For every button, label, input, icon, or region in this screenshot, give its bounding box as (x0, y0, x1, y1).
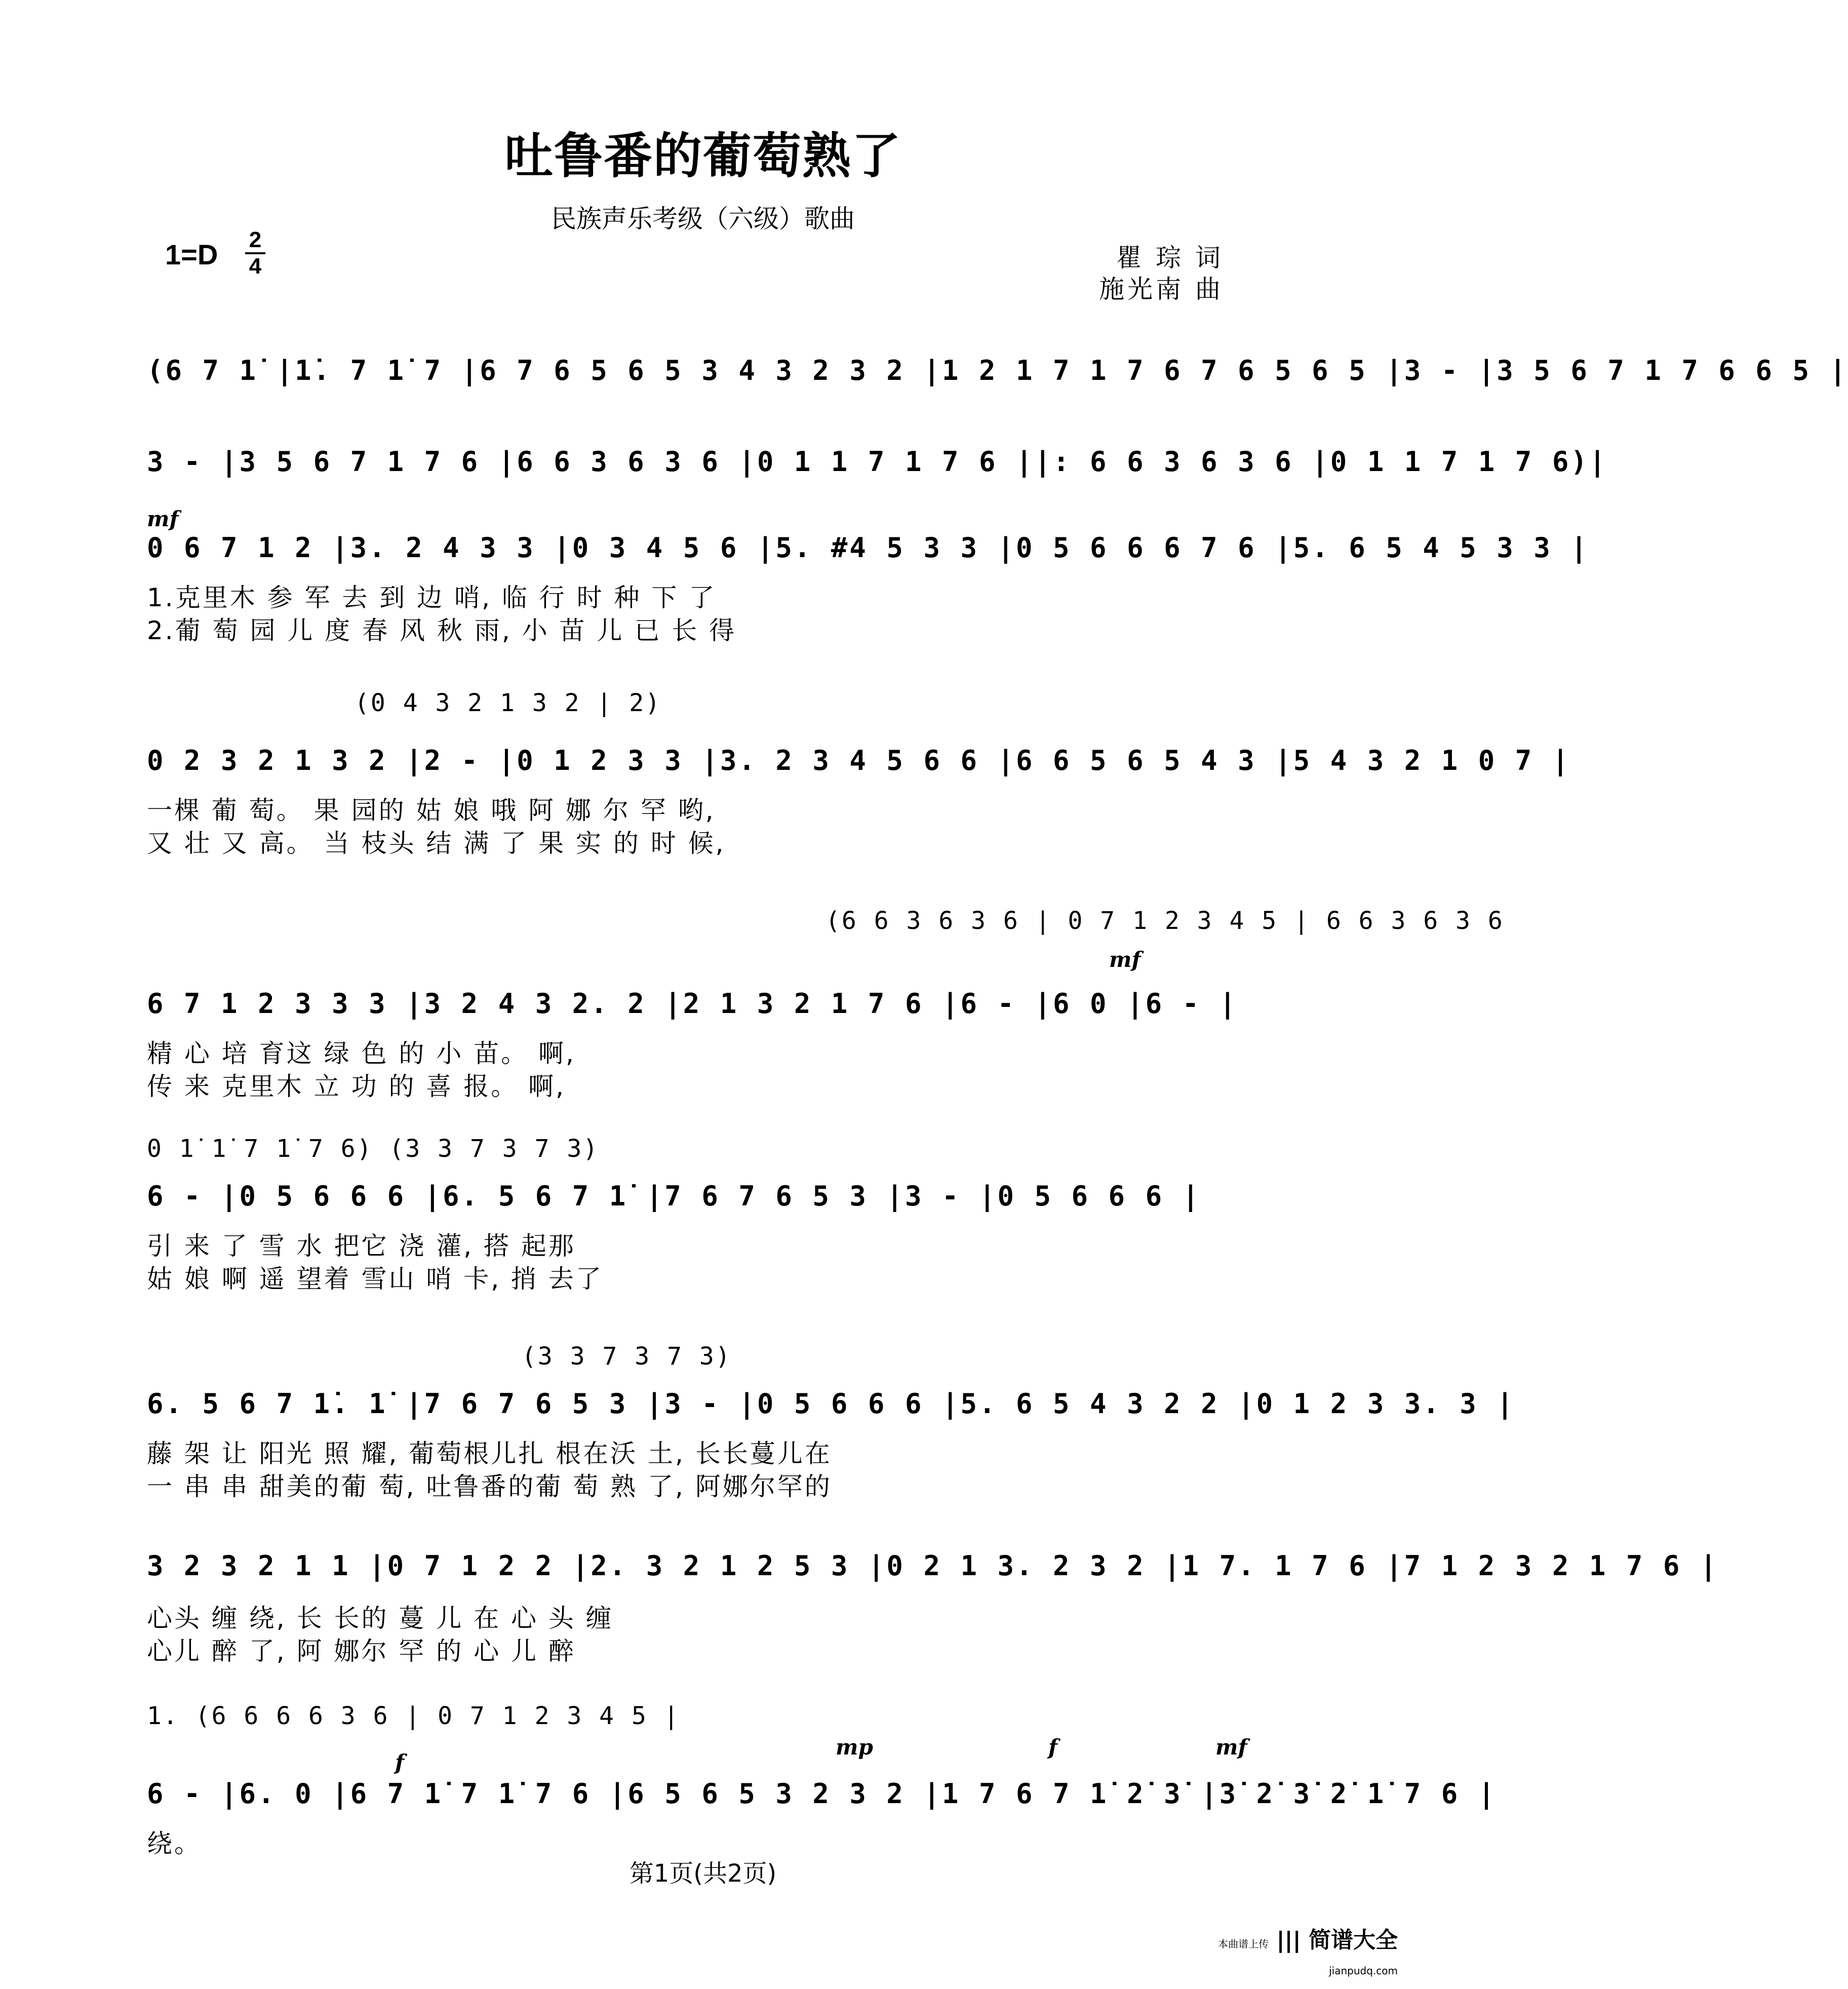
logo-site: jianpudq.com (1329, 1965, 1398, 1977)
interlude-notes: (3 3 7 3 7 3) (522, 1342, 732, 1371)
lyric-verse-1: 一棵 葡 萄。 果 园的 姑 娘 哦 阿 娜 尔 罕 哟, (147, 796, 716, 825)
lyric-verse-2: 传 来 克里木 立 功 的 喜 报。 啊, (147, 1072, 566, 1101)
dynamic-mark-mp: mp (836, 1735, 873, 1760)
notes-line: 6 - |6. 0 |6 7 1̇ 7 1̇ 7 6 |6 5 6 5 3 2 3 2 |1 7 6 7 1̇ 2̇ 3̇ |3̇ 2̇ 3̇ 2̇ 1̇ 7 6 | (147, 1778, 1497, 1810)
interlude-notes: (6 6 3 6 3 6 | 0 7 1 2 3 4 5 | 6 6 3 6 3 6 (825, 907, 1504, 935)
key-signature: 1=D (165, 239, 218, 270)
dynamic-mark: mf (1109, 947, 1141, 972)
song-title: 吐鲁番的葡萄熟了 (504, 127, 901, 184)
interlude-notes: 0 1̇ 1̇ 7 1̇ 7 6) (3 3 7 3 7 3) (147, 1135, 600, 1163)
notes-line: 6 7 1 2 3 3 3 |3 2 4 3 2. 2 |2 1 3 2 1 7 6 |6 - |6 0 |6 - | (147, 988, 1238, 1020)
system-9 (147, 1676, 1497, 1858)
system-5 (147, 907, 1504, 1101)
notes-line: 0 2 3 2 1 3 2 |2 - |0 1 2 3 3 |3. 2 3 4 5 6 6 |6 6 5 6 5 4 3 |5 4 3 2 1 0 7 | (147, 745, 1571, 776)
lyric-verse-2: 2.葡 萄 园 儿 度 春 风 秋 雨, 小 苗 儿 已 长 得 (147, 616, 737, 645)
notes-line: 6. 5 6 7 1̇. 1̇ |7 6 7 6 5 3 |3 - |0 5 6 6 6 |5. 6 5 4 3 2 2 |0 1 2 3 3. 3 | (147, 1388, 1515, 1420)
dynamic-mark-mf: mf (1215, 1735, 1247, 1760)
system-3 (147, 506, 1589, 645)
dynamic-mark-f: f (1048, 1735, 1058, 1760)
site-logo (1218, 1922, 1398, 1980)
lyric-verse-1: 1.克里木 参 军 去 到 边 哨, 临 行 时 种 下 了 (147, 583, 717, 612)
time-bottom: 4 (249, 254, 262, 279)
song-subtitle: 民族声乐考级（六级）歌曲 (551, 204, 855, 233)
page-number: 第1页(共2页) (629, 1859, 777, 1888)
notes-line: (6 7 1̇ |1̇. 7 1̇ 7 |6 7 6 5 6 5 3 4 3 2 3 2 |1 2 1 7 1 7 6 7 6 5 6 5 |3 - |3 5 6 7 1 7 6 6 5 | (147, 355, 1848, 386)
lyric-verse-2: 一 串 串 甜美的葡 萄, 吐鲁番的葡 萄 熟 了, 阿娜尔罕的 (147, 1472, 832, 1501)
system-6 (147, 1124, 1261, 1297)
composer: 施光南 曲 (1099, 275, 1224, 304)
notes-line: 6 - |0 5 6 6 6 |6. 5 6 7 1̇ |7 6 7 6 5 3 |3 - |0 5 6 6 6 | (147, 1180, 1201, 1212)
lyric-verse-1: 绕。 (147, 1829, 202, 1858)
lyric-verse-1: 引 来 了 雪 水 把它 浇 灌, 搭 起那 (147, 1231, 576, 1261)
lyric-verse-2: 心儿 醉 了, 阿 娜尔 罕 的 心 儿 醉 (147, 1636, 576, 1666)
dynamic-mark: mf (147, 506, 179, 531)
lyric-verse-1: 心头 缠 绕, 长 长的 蔓 儿 在 心 头 缠 (147, 1604, 613, 1633)
lyric-verse-2: 姑 娘 啊 遥 望着 雪山 哨 卡, 捎 去了 (147, 1264, 603, 1294)
notes-line: 0 6 7 1 2 |3. 2 4 3 3 |0 3 4 5 6 |5. #4 5 3 3 |0 5 6 6 6 7 6 |5. 6 5 4 5 3 3 | (147, 532, 1589, 564)
lyric-verse-2: 又 壮 又 高。 当 枝头 结 满 了 果 实 的 时 候, (147, 829, 726, 858)
system-4 (147, 689, 1571, 858)
lyricist: 瞿 琮 词 (1116, 243, 1224, 272)
system-2 (147, 425, 1608, 496)
system-8 (147, 1525, 1719, 1666)
dynamic-mark: f (395, 1750, 405, 1775)
time-top: 2 (249, 227, 262, 252)
notes-line: 3 - |3 5 6 7 1 7 6 |6 6 3 6 3 6 |0 1 1 7 1 7 6 ||: 6 6 3 6 3 6 |0 1 1 7 1 7 6)| (147, 446, 1608, 478)
system-7 (147, 1332, 1515, 1504)
lyric-verse-1: 藤 架 让 阳光 照 耀, 葡萄根儿扎 根在沃 土, 长长蔓儿在 (147, 1439, 832, 1468)
logo-name: 简谱大全 (1309, 1927, 1398, 1953)
lyric-verse-1: 精 心 培 育这 绿 色 的 小 苗。 啊, (147, 1039, 576, 1068)
notes-line: 3 2 3 2 1 1 |0 7 1 2 2 |2. 3 2 1 2 5 3 |0 2 1 3. 2 3 2 |1 7. 1 7 6 |7 1 2 3 2 1 7 6 | (147, 1550, 1719, 1582)
interlude-notes: (0 4 3 2 1 3 2 | 2) (355, 689, 662, 717)
first-ending-notes: 1. (6 6 6 6 3 6 | 0 7 1 2 3 4 5 | (147, 1702, 680, 1730)
logo-icon: ||| (1276, 1927, 1301, 1953)
time-signature (245, 229, 265, 278)
credits (1099, 242, 1224, 305)
upload-note: 本曲谱上传 (1218, 1938, 1269, 1950)
system-1 (147, 334, 1848, 405)
